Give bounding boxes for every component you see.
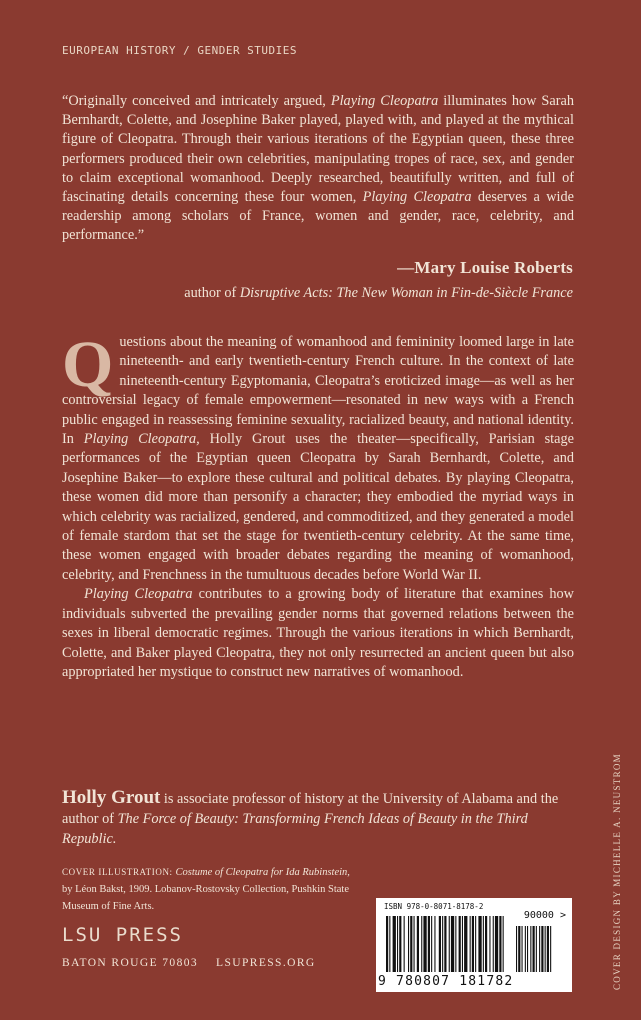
publisher-address: [62, 957, 316, 969]
credit-label: COVER ILLUSTRATION:: [62, 867, 176, 877]
endorsement-quote: [62, 92, 574, 246]
author-other-book: The Force of Beauty: Transforming French Ideas of Beauty in the Third Republic.: [62, 811, 528, 847]
isbn-number: ISBN 978-0-8071-8178-2: [384, 902, 484, 911]
cover-design-credit: COVER DESIGN BY MICHELLE A. NEUSTROM: [612, 753, 622, 990]
author-bio-text: is associate professor of history at the University of Alabama and the author of: [62, 791, 559, 827]
author-bio: [62, 788, 574, 849]
quote-text: illuminates how Sarah Bernhardt, Colette, and Josephine Baker played, played with, and played at the mythical figure of Cleopatra. Through their various iterations of the Egyptian queen, these three performers produced their own celebrities, manipulating tropes of race, sex, and gender to claim exceptional womanhood. Deeply researched, beautifully written, and full of fascinating details concerning these four women,: [62, 93, 574, 206]
description-text: Holly Grout uses the theater—specifically, Parisian stage performances of the Egyptian queen Cleopatra by Sarah Bernhardt, Colette, and Josephine Baker—to explore these cultural and political debates. By playing Cleopatra, these women did more than personify a character; they embodied the myriad ways in which celebrity was racialized, gendered, and commoditized, and they generated a model of female stardom that set the stage for twentieth-century celebrity. At the same time, these women engaged with broader debates regarding the meaning of womanhood, celebrity, and Frenchness in the tumultuous decades before World War II.: [62, 431, 574, 583]
endorser-credential: [184, 285, 573, 302]
publisher-city: BATON ROUGE 70803: [62, 957, 199, 969]
endorser-prefix: author of: [184, 285, 240, 301]
cover-illustration-credit: [62, 864, 362, 915]
quote-book-title: Playing Cleopatra: [362, 189, 472, 206]
description-book-title: Playing Cleopatra: [84, 586, 193, 603]
barcode-bars-icon: [384, 914, 564, 974]
credit-text: by Léon Bakst, 1909. Lobanov-Rostovsky Collection, Pushkin State Museum of Fine Arts.: [62, 884, 349, 912]
publisher-website: LSUPRESS.ORG: [216, 957, 316, 969]
drop-cap: Q: [62, 328, 114, 401]
book-description: [62, 328, 574, 682]
quote-book-title: Playing Cleopatra: [330, 93, 439, 109]
description-text: contributes to a growing body of literature that examines how individuals subverted the prevailing gender norms that governed relations between the sexes in liberal democratic regimes. Through the various iterations in which Bernhardt, Colette, and Baker played Cleopatra, they not only resurrected an ancient queen but also appropriated her mystique to construct new narratives of womanhood.: [62, 586, 574, 680]
quote-text: “Originally conceived and intricately argued,: [62, 93, 331, 109]
quote-text: deserves a wide readership among scholars of France, women and gender, race, celebrity, and performance.”: [62, 189, 574, 244]
author-name: Holly Grout: [62, 787, 161, 808]
description-book-title: Playing Cleopatra,: [83, 431, 200, 448]
price-code: 90000 >: [523, 910, 566, 921]
endorser-book: Disruptive Acts: The New Woman in Fin-de-Siècle France: [239, 285, 573, 301]
credit-title: Costume of Cleopatra for Ida Rubinstein,: [175, 867, 350, 878]
endorser-name: —Mary Louise Roberts: [397, 258, 573, 277]
description-text: uestions about the meaning of womanhood and femininity loomed large in late nineteenth- and early twentieth-century French culture. In the context of late nineteenth-century Egyptomania, Cleopatra’s eroticized image—as well as her controversial legacy of female empowerment—resonated in new ways with a French public engaged in reassessing feminine sexuality, racialized beauty, and national identity. In: [62, 334, 574, 448]
publisher-logo: LSU PRESS: [62, 924, 183, 946]
isbn-barcode: [376, 898, 572, 992]
category-label: EUROPEAN HISTORY / GENDER STUDIES: [62, 44, 298, 57]
ean-digits: 9 780807 181782: [378, 974, 514, 989]
